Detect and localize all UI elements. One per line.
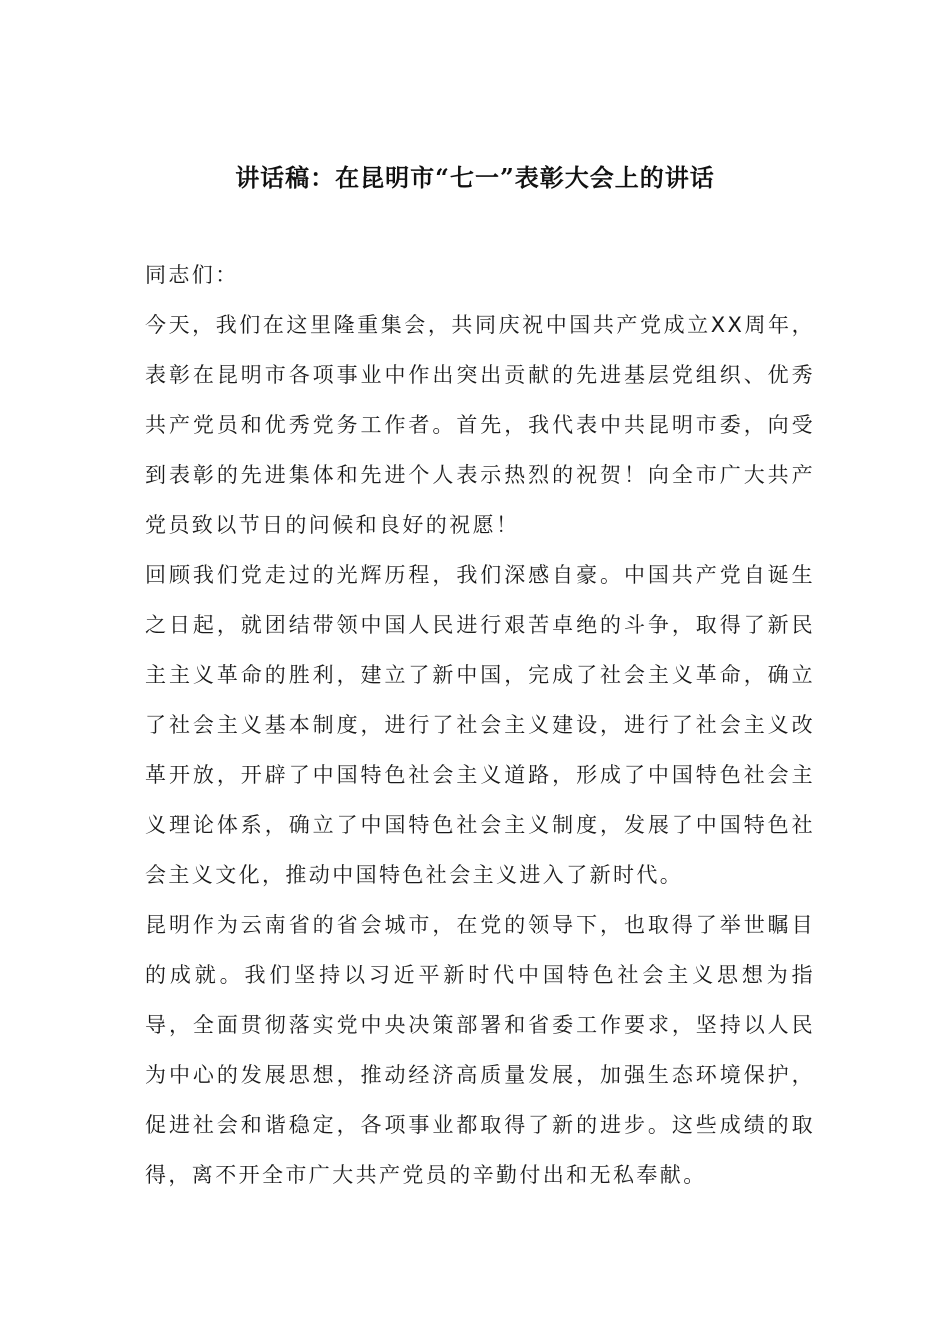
paragraph-2: 回顾我们党走过的光辉历程，我们深感自豪。中国共产党自诞生之日起，就团结带领中国人民进行艰苦卓绝的斗争，取得了新民主主义革命的胜利，建立了新中国，完成了社会主义革命，确立了社会主义基本制度，进行了社会主义建设，进行了社会主义改革开放，开辟了中国特色社会主义道路，形成了中国特色社会主义理论体系，确立了中国特色社会主义制度，发展了中国特色社会主义文化，推动中国特色社会主义进入了新时代。 [145, 563, 815, 887]
paragraph-1: 今天，我们在这里隆重集会，共同庆祝中国共产党成立XX周年，表彰在昆明市各项事业中作出突出贡献的先进基层党组织、优秀共产党员和优秀党务工作者。首先，我代表中共昆明市委，向受到表彰的先进集体和先进个人表示热烈的祝贺！向全市广大共产党员致以节日的问候和良好的祝愿！ [145, 313, 815, 537]
paragraph-3: 昆明作为云南省的省会城市，在党的领导下，也取得了举世瞩目的成就。我们坚持以习近平新时代中国特色社会主义思想为指导，全面贯彻落实党中央决策部署和省委工作要求，坚持以人民为中心的发展思想，推动经济高质量发展，加强生态环境保护，促进社会和谐稳定，各项事业都取得了新的进步。这些成绩的取得，离不开全市广大共产党员的辛勤付出和无私奉献。 [145, 913, 815, 1187]
document-title: 讲话稿：在昆明市“七一”表彰大会上的讲话 [235, 163, 715, 192]
document-body [145, 250, 815, 1200]
salutation: 同志们： [145, 263, 239, 287]
